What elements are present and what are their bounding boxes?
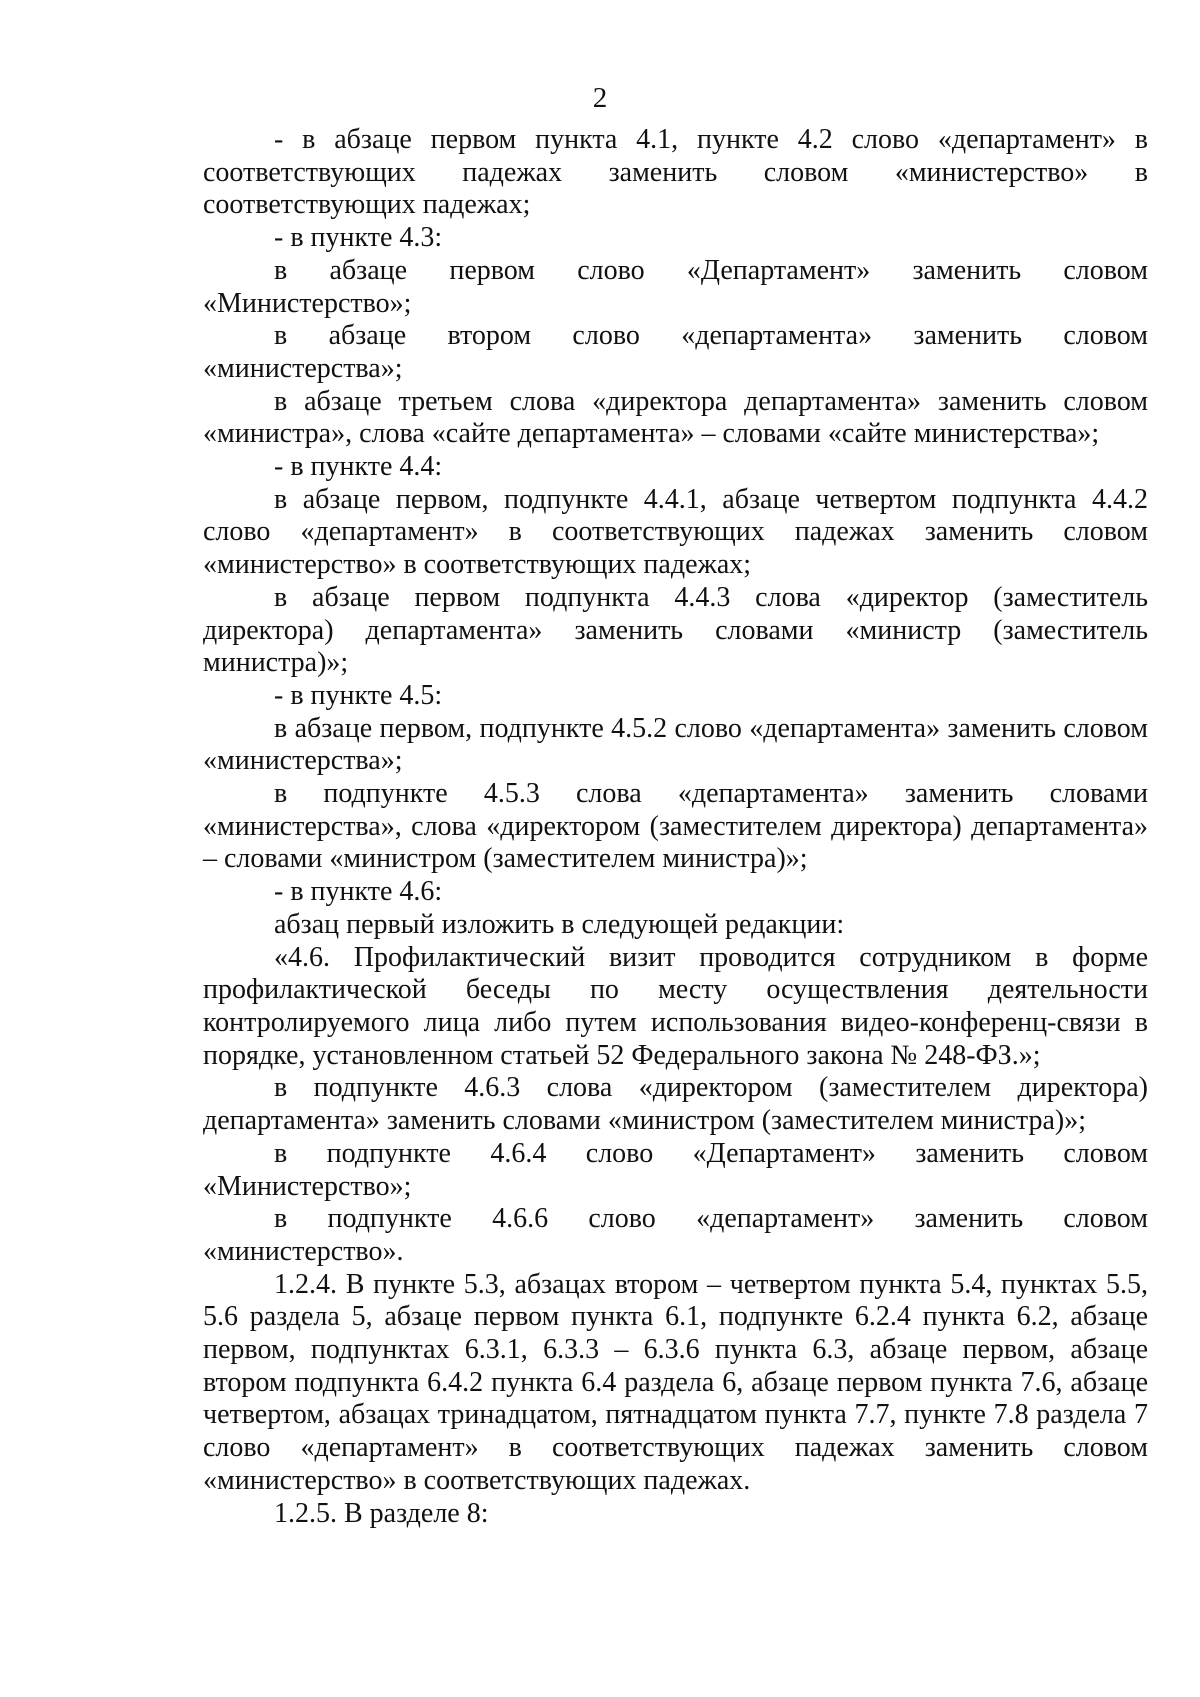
paragraph: - в пункте 4.5: — [274, 679, 443, 711]
paragraph: в абзаце втором слово «департамента» заменить словом «министерства»; — [203, 320, 1148, 384]
paragraph: в абзаце первом, подпункте 4.5.2 слово «департамента» заменить словом «министерства»; — [203, 712, 1148, 777]
paragraph: абзац первый изложить в следующей редакции: — [274, 908, 845, 940]
paragraph: в абзаце третьем слова «директора департамента» заменить словом «министра», слова «сайте департамента» – словами «сайте министерства»; — [203, 385, 1148, 450]
page-number: 2 — [592, 82, 608, 114]
document-body — [203, 124, 1148, 1530]
paragraph: в подпункте 4.6.4 слово «Департамент» заменить словом «Министерство»; — [203, 1137, 1148, 1202]
paragraph: - в пункте 4.6: — [274, 876, 443, 908]
paragraph: 1.2.5. В разделе 8: — [274, 1497, 489, 1529]
paragraph: в подпункте 4.6.3 слова «директором (заместителем директора) департамента» заменить словами «министром (заместителем министра)»; — [203, 1072, 1148, 1137]
paragraph: - в пункте 4.3: — [274, 222, 443, 254]
paragraph: - в абзаце первом пункта 4.1, пункте 4.2 слово «департамент» в соответствующих падежах заменить словом «министерство» в соответствующих падежах; — [203, 124, 1148, 221]
paragraph: в абзаце первом, подпункте 4.4.1, абзаце четвертом подпункта 4.4.2 слово «департамент» в соответствующих падежах заменить словом «министерство» в соответствующих падежах; — [203, 483, 1148, 581]
paragraph: в абзаце первом подпункта 4.4.3 слова «директор (заместитель директора) департамента» заменить словами «министр (заместитель министра)»; — [203, 581, 1148, 679]
paragraph: в подпункте 4.5.3 слова «департамента» заменить словами «министерства», слова «директором (заместителем директора) департамента» – словами «министром (заместителем министра)»; — [203, 778, 1148, 875]
paragraph: «4.6. Профилактический визит проводится сотрудником в форме профилактической беседы по месту осуществления деятельности контролируемого лица либо путем использования видео-конференц-связи в порядке, установленном статьей 52 Федерального закона № 248-ФЗ.»; — [203, 941, 1148, 1071]
paragraph: в подпункте 4.6.6 слово «департамент» заменить словом «министерство». — [203, 1203, 1148, 1267]
paragraph: в абзаце первом слово «Департамент» заменить словом «Министерство»; — [203, 254, 1148, 319]
paragraph: 1.2.4. В пункте 5.3, абзацах втором – четвертом пункта 5.4, пунктах 5.5, 5.6 раздела 5, абзаце первом пункта 6.1, подпункте 6.2.4 пункта 6.2, абзаце первом, подпунктах 6.3.1, 6.3.3 – 6.3.6 пункта 6.3, абзаце первом, абзаце втором подпункта 6.4.2 пункта 6.4 раздела 6, абзаце первом пункта 7.6, абзаце четвертом, абзацах тринадцатом, пятнадцатом пункта 7.7, пункте 7.8 раздела 7 слово «департамент» в соответствующих падежах заменить словом «министерство» в соответствующих падежах. — [203, 1268, 1148, 1496]
paragraph: - в пункте 4.4: — [274, 451, 443, 483]
